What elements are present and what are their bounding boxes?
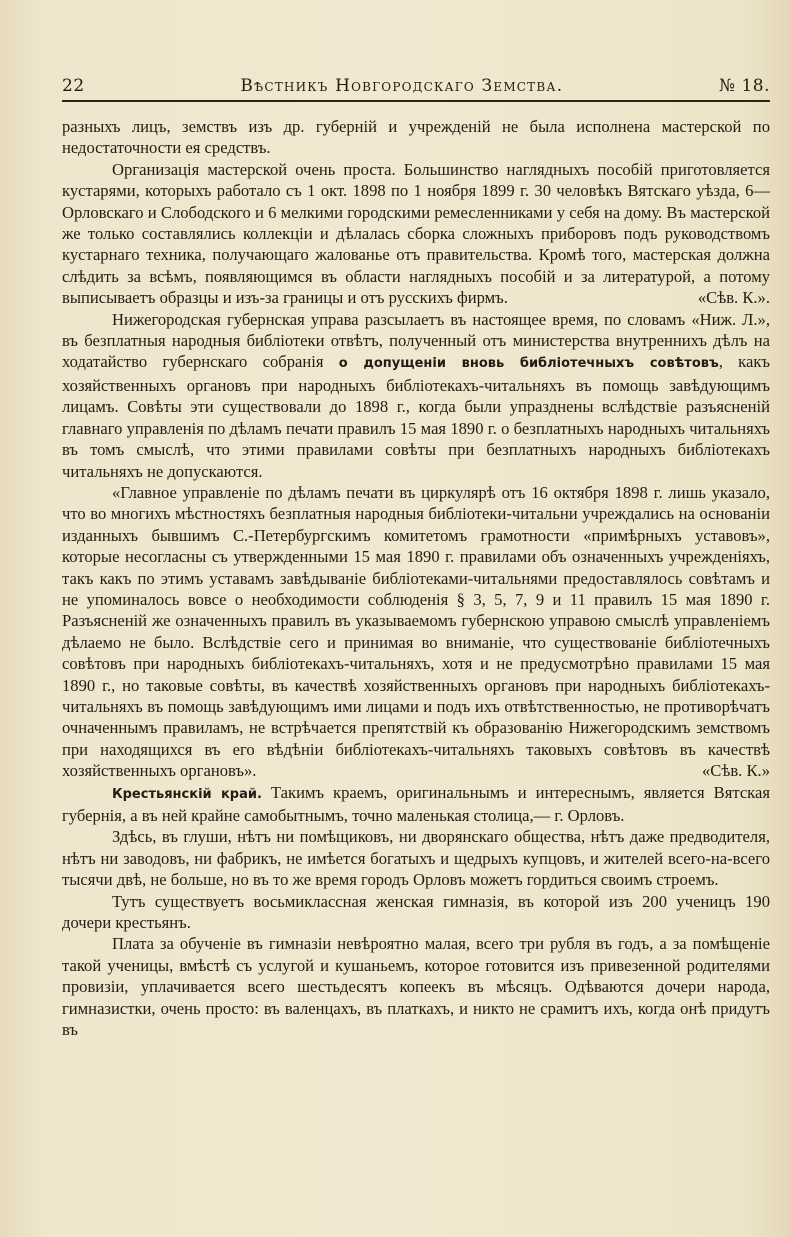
paragraph-text: Организація мастерской очень проста. Большинство наглядныхъ пособій приготовляется кустарями, которыхъ работало съ 1 окт. 1898 по 1 ноября 1899 г. 30 человѣкъ Вятскаго уѣзда, 6—Орловскаго и Слободского и 6 мелкими городскими ремесленниками у себя на дому. Въ мастерской же только составлялись коллекціи и дѣлалась сборка сложныхъ приборовъ подъ руководствомъ кустарнаго техника, получающаго жалованье отъ правительства. Кромѣ того, мастерская должна слѣдить за всѣмъ, появляющимся въ области наглядныхъ пособій и за литературой, а потому выписываетъ образцы и изъ-за границы и отъ русскихъ фирмъ. <box>62 159 770 308</box>
paragraph-text: разныхъ лицъ, земствъ изъ др. губерній и учрежденій не была исполнена мастерской по недостаточности ея средствъ. <box>62 117 770 158</box>
source-signature: «Сѣв. К.». <box>697 288 770 308</box>
page-number: 22 <box>62 76 85 96</box>
paragraph-1 <box>62 116 770 159</box>
article-body <box>62 116 770 1040</box>
paragraph-text: «Главное управленіе по дѣламъ печати въ циркулярѣ отъ 16 октября 1898 г. лишь указало, что во многихъ мѣстностяхъ безплатныя народныя библіотеки-читальни учреждались на основаніи изданныхъ бывшимъ С.-Петербургскимъ комитетомъ грамотности «примѣрныхъ уставовъ», которые несогласны съ утвержденными 15 мая 1890 г. правилами объ означенныхъ учрежденіяхъ, такъ какъ по этимъ уставамъ завѣдываніе библіотеками-читальнями предоставлялось совѣтамъ и не упоминалось вовсе о необходимости соблюденія § 3, 5, 7, 9 и 11 правилъ 15 мая 1890 г. Разъясненій же означенныхъ правилъ въ указываемомъ губернскою управою смыслѣ управленіемъ дѣлаемо не было. Вслѣдствіе сего и принимая во вниманіе, что существованіе библіотечныхъ совѣтовъ при народныхъ библіотекахъ-читальняхъ, хотя и не предусмотрѣно правилами 15 мая 1890 г., но таковые совѣты, въ качествѣ хозяйственныхъ органовъ при народныхъ библіотекахъ-читальняхъ въ помощь завѣдующимъ ими лицами и подъ ихъ отвѣтственностью, не противорѣчатъ очначеннымъ правиламъ, не встрѣчается препятствій къ образованію Нижегородскимъ земствомъ при находящихся въ его вѣдѣніи библіотекахъ-читальняхъ таковыхъ совѣтовъ въ качествѣ хозяйственныхъ органовъ». <box>62 482 770 781</box>
paragraph-text: Такимъ краемъ, оригинальнымъ и интереснымъ, является Вятская губернія, а въ ней крайне самобытнымъ, точно маленькая столица,— г. Орловъ. <box>62 782 770 825</box>
section-heading: Крестьянскій край. <box>112 786 262 802</box>
paragraph-5 <box>62 782 770 827</box>
paragraph-text: Здѣсь, въ глуши, нѣтъ ни помѣщиковъ, ни дворянскаго общества, нѣтъ даже предводителя, нѣтъ ни заводовъ, ни фабрикъ, не имѣется богатыхъ и щедрыхъ купцовъ, и жителей всего-на-всего тысячи двѣ, не больше, но въ то же время городъ Орловъ можетъ гордиться своимъ строемъ. <box>62 827 770 890</box>
paragraph-text: Нижегородская губернская управа разсылаетъ въ настоящее время, по словамъ «Ниж. Л.», въ безплатныя народныя библіотеки отвѣтъ, полученный отъ министерства внутреннихъ дѣлъ на ходатайство губернскаго собранія <box>62 309 770 372</box>
bold-phrase: о допущеніи вновь библіотечныхъ совѣтовъ <box>338 356 719 372</box>
paragraph-text: Плата за обученіе въ гимназіи невѣроятно малая, всего три рубля въ годъ, а за помѣщеніе такой ученицы, вмѣстѣ съ услугой и кушаньемъ, которое готовится изъ привезенной родителями провизіи, уплачивается всего шестьдесятъ копеекъ въ мѣсяцъ. Одѣваются дочери народа, гимназистки, очень просто: въ валенцахъ, въ платкахъ, и никто не срамитъ ихъ, когда онѣ придутъ въ <box>62 934 770 1040</box>
header-rule <box>62 100 770 102</box>
paragraph-7 <box>62 891 770 934</box>
issue-number: № 18. <box>718 76 770 96</box>
paragraph-text: , какъ хозяйственныхъ органовъ при народныхъ библіотекахъ-читальняхъ въ помощь завѣдующимъ лицамъ. Совѣты эти существовали до 1898 г., когда были упразднены вслѣдствіе разъясненій главнаго управленія по дѣламъ печати правилъ 15 мая 1890 г. о безплатныхъ народныхъ читальняхъ въ томъ смыслѣ, что этими правилами совѣты при безплатныхъ народныхъ библіотекахъ читальняхъ не допускаются. <box>62 352 770 481</box>
paragraph-2 <box>62 159 770 309</box>
paragraph-3 <box>62 309 770 482</box>
source-signature: «Сѣв. К.» <box>701 761 770 781</box>
paragraph-6 <box>62 826 770 890</box>
paragraph-4 <box>62 482 770 782</box>
paragraph-8 <box>62 933 770 1040</box>
paragraph-text: Тутъ существуетъ восьмиклассная женская гимназія, въ которой изъ 200 ученицъ 190 дочери крестьянъ. <box>62 891 770 933</box>
page-header <box>62 62 770 96</box>
journal-title: Вѣстникъ Новгородскаго Земства. <box>240 76 564 96</box>
